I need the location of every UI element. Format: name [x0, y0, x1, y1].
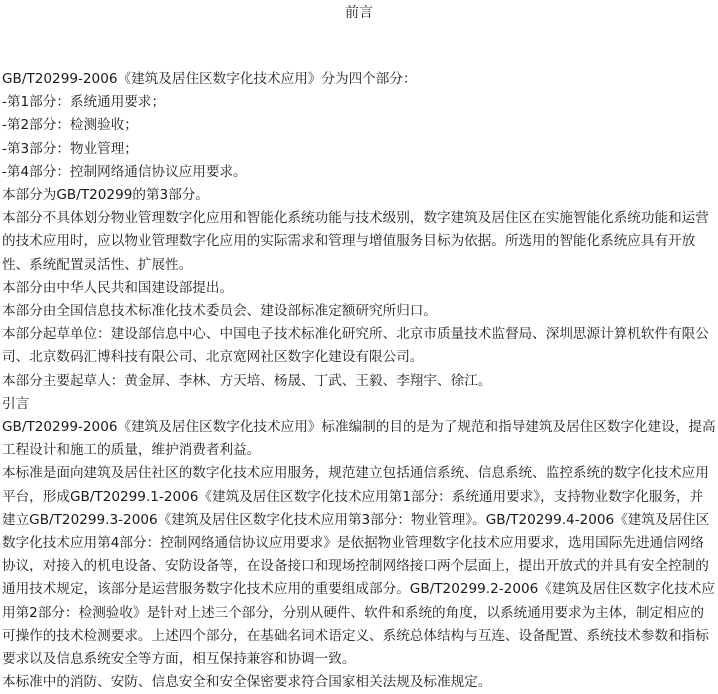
paragraph-structure: 本标准是面向建筑及居住社区的数字化技术应用服务，规范建立包括通信系统、信息系统、监控系统的数字化技术应用平台，形成GB/T20299.1-2006《建筑及居住区数字化技术应用第1部分：系统通用要求》，支持物业数字化服务，并建立GB/T20299.3-2006《建筑及居住区数字化技术应用第3部分：物业管理》。GB/T20299.4-2006《建筑及居住区数字化技术应用第4部分：控制网络通信协议应用要求》是依据物业管理数字化技术应用要求，选用国际先进通信网络协议，对接入的机电设备、安防设备等，在设备接口和现场控制网络接口两个层面上，提出开放式的并具有安全控制的通用技术规定，该部分是运营服务数字化技术应用的重要组成部分。GB/T20299.2-2006《建筑及居住区数字化技术应用第2部分：检测验收》是针对上述三个部分，分别从硬件、软件和系统的角度，以系统通用要求为主体，制定相应的可操作的技术检测要求。上述四个部分，在基础名词术语定义、系统总体结构与互连、设备配置、系统技术参数和指标要求以及信息系统安全等方面，相互保持兼容和协调一致。: [2, 465, 715, 668]
paragraph-scope: 本部分为GB/T20299的第3部分。: [2, 187, 209, 204]
list-item-part-2: -第2部分：检测验收；: [2, 117, 138, 134]
paragraph-functions: 本部分不具体划分物业管理数字化应用和智能化系统功能与技术级别，数字建筑及居住区在实施智能化系统功能和运营的技术应用时，应以物业管理数字化应用的实际需求和管理与增值服务目标为依据。所选用的智能化系统应具有开放性、系统配置灵活性、扩展性。: [2, 210, 709, 273]
paragraph-drafting-units: 本部分起草单位：建设部信息中心、中国电子技术标准化研究所、北京市质量技术监督局、深圳思源计算机软件有限公司、北京数码汇博科技有限公司、北京宽网社区数字化建设有限公司。: [2, 326, 709, 366]
list-item-part-1: -第1部分：系统通用要求；: [2, 94, 166, 111]
paragraph-drafters: 本部分主要起草人：黄金屏、李林、方天培、杨晟、丁武、王毅、李翔宇、徐江。: [2, 372, 492, 389]
title-spacer: [2, 23, 716, 68]
paragraph-intro: GB/T20299-2006《建筑及居住区数字化技术应用》分为四个部分：: [2, 71, 417, 87]
list-item-part-3: -第3部分：物业管理；: [2, 140, 138, 157]
paragraph-proposer: 本部分由中华人民共和国建设部提出。: [2, 279, 234, 296]
paragraph-compliance: 本标准中的消防、安防、信息安全和安全保密要求符合国家相关法规及标准规定。: [2, 674, 492, 691]
document-title: 前言: [345, 5, 373, 21]
paragraph-purpose: GB/T20299-2006《建筑及居住区数字化技术应用》标准编制的目的是为了规范和指导建筑及居住区数字化建设，提高工程设计和施工的质量，维护消费者利益。: [2, 419, 716, 459]
document-body: [2, 68, 716, 694]
document-page: [0, 3, 718, 691]
list-item-part-4: -第4部分：控制网络通信协议应用要求。: [2, 163, 247, 180]
section-heading-introduction: 引言: [2, 395, 30, 412]
paragraph-committee: 本部分由全国信息技术标准化技术委员会、建设部标准定额研究所归口。: [2, 303, 437, 320]
